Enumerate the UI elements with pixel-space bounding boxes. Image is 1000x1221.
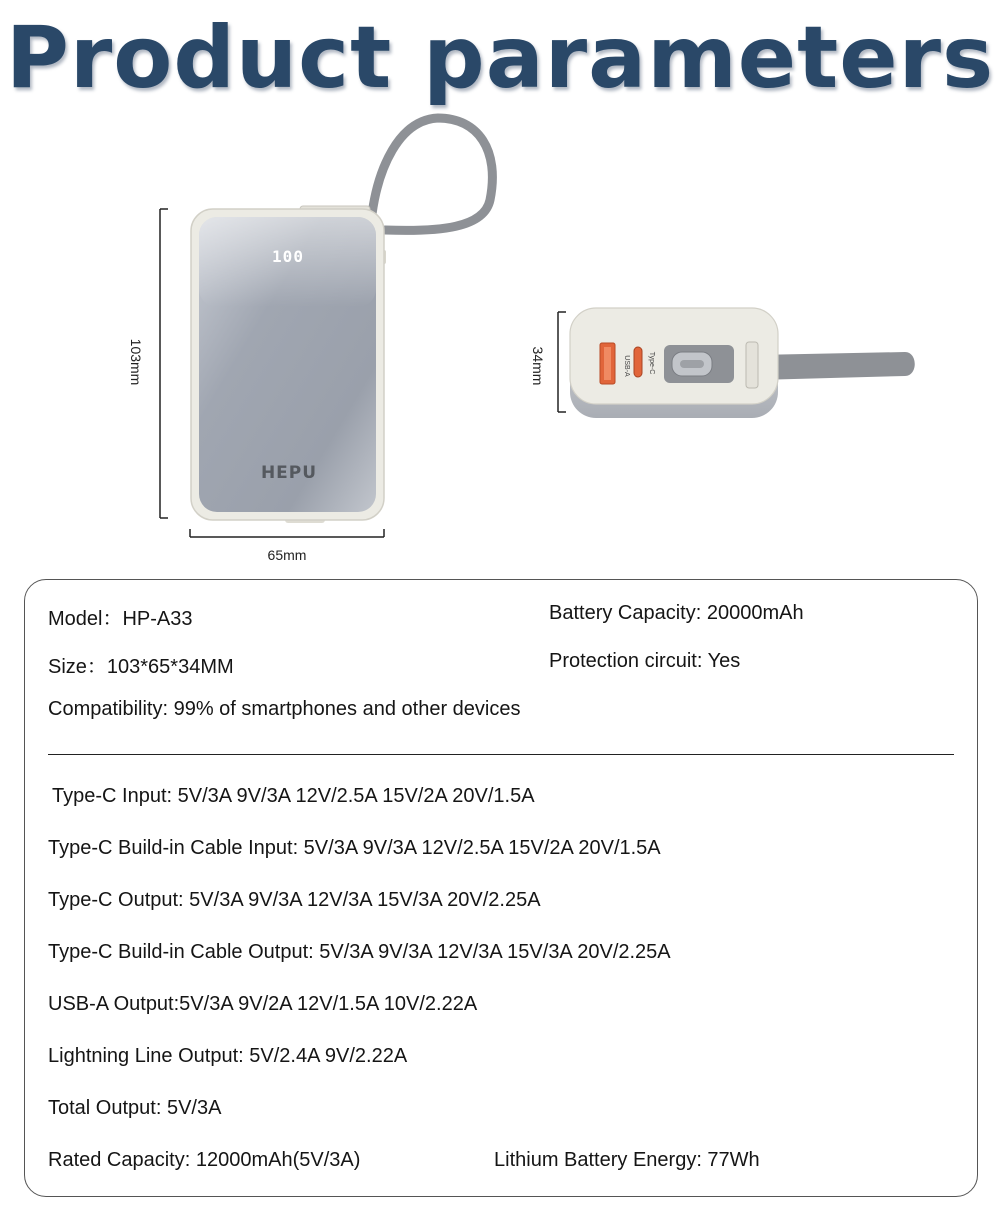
power-bank-front-view <box>150 110 510 550</box>
spec-type-c-cable-input: Type-C Build-in Cable Input: 5V/3A 9V/3A 12V/2.5A 15V/2A 20V/1.5A <box>48 837 661 859</box>
brand-logo: HEPU <box>260 463 318 483</box>
page-title: Product parameters <box>5 8 995 108</box>
power-bank-side-view <box>540 300 920 430</box>
cable-loop <box>372 118 492 230</box>
spec-divider <box>48 754 954 755</box>
usb-a-label: USB-A <box>623 355 630 377</box>
spec-type-c-input: Type-C Input: 5V/3A 9V/3A 12V/2.5A 15V/2A 20V/1.5A <box>52 785 535 807</box>
spec-type-c-cable-output: Type-C Build-in Cable Output: 5V/3A 9V/3A 12V/3A 15V/3A 20V/2.25A <box>48 941 671 963</box>
spec-lightning-output: Lightning Line Output: 5V/2.4A 9V/2.22A <box>48 1045 408 1067</box>
spec-type-c-output: Type-C Output: 5V/3A 9V/3A 12V/3A 15V/3A 20V/2.25A <box>48 889 541 911</box>
led-display: 100 <box>272 247 304 266</box>
type-c-label: Type-C <box>648 351 655 375</box>
width-dimension-label: 65mm <box>267 547 307 563</box>
spec-battery-capacity: Battery Capacity: 20000mAh <box>549 602 804 624</box>
cable-strap <box>755 352 915 380</box>
spec-usb-a-output: USB-A Output:5V/3A 9V/2A 12V/1.5A 10V/2.22A <box>48 993 478 1015</box>
depth-dimension-label: 34mm <box>530 346 546 386</box>
height-dimension-label: 103mm <box>128 338 144 386</box>
spec-rated-capacity: Rated Capacity: 12000mAh(5V/3A) <box>48 1149 361 1171</box>
spec-total-output: Total Output: 5V/3A <box>48 1097 222 1119</box>
spec-compatibility: Compatibility: 99% of smartphones and other devices <box>48 698 521 720</box>
type-c-port <box>634 347 642 377</box>
spec-lithium-energy: Lithium Battery Energy: 77Wh <box>494 1149 760 1171</box>
spec-protection-circuit: Protection circuit: Yes <box>549 650 741 672</box>
spec-model: Model：HP-A33 <box>48 608 193 630</box>
spec-size: Size：103*65*34MM <box>48 656 234 678</box>
